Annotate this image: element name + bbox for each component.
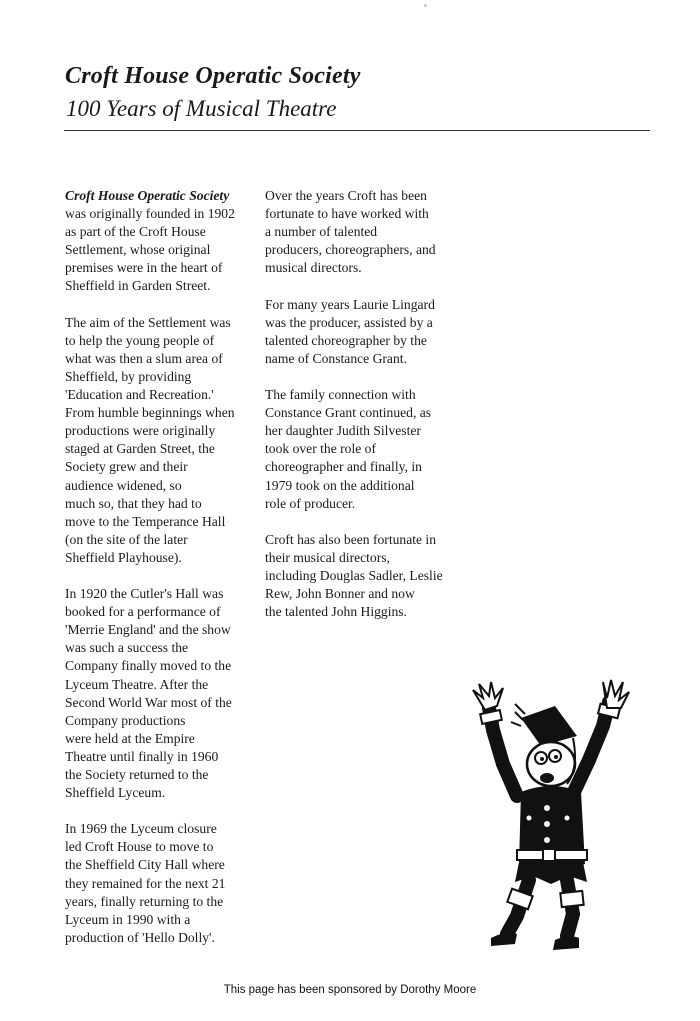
- cheering-soldier-cartoon-icon: [455, 668, 645, 968]
- text-line: From humble beginnings when: [65, 405, 235, 421]
- text-line: In 1969 the Lyceum closure: [65, 821, 217, 837]
- right-column: [265, 187, 465, 639]
- text-line: role of producer.: [265, 495, 356, 511]
- text-line: talented choreographer by the: [265, 332, 427, 348]
- text-line: The family connection with: [265, 387, 416, 403]
- text-line: (on the site of the later: [65, 531, 188, 547]
- paragraph-founding: [65, 187, 255, 296]
- text-line: For many years Laurie Lingard: [265, 296, 435, 312]
- text-line: their musical directors,: [265, 549, 390, 565]
- page-title: Croft House Operatic Society: [65, 63, 361, 89]
- text-line: to help the young people of: [65, 332, 215, 348]
- text-line: Second World War most of the: [65, 694, 232, 710]
- text-line: including Douglas Sadler, Leslie: [265, 567, 443, 583]
- paragraph-cutlers-hall: [65, 585, 255, 802]
- text-line: was the producer, assisted by a: [265, 314, 433, 330]
- text-line: the Sheffield City Hall where: [65, 857, 225, 873]
- left-column: [65, 187, 255, 965]
- text-line: The aim of the Settlement was: [65, 314, 231, 330]
- paragraph-settlement-aim: [65, 314, 255, 567]
- text-line: Lyceum Theatre. After the: [65, 676, 209, 692]
- print-speck: [424, 4, 427, 7]
- text-line: Society grew and their: [65, 459, 188, 475]
- paragraph-lyceum-closure: [65, 820, 255, 947]
- text-line: choreographer and finally, in: [265, 459, 422, 475]
- text-line: they remained for the next 21: [65, 875, 226, 891]
- text-line: much so, that they had to: [65, 495, 202, 511]
- text-line: 'Education and Recreation.': [65, 387, 214, 403]
- text-line: what was then a slum area of: [65, 350, 223, 366]
- text-line: Croft has also been fortunate in: [265, 531, 437, 547]
- text-line: led Croft House to move to: [65, 839, 214, 855]
- text-line: a number of talented: [265, 224, 378, 240]
- paragraph-family-connection: [265, 386, 465, 513]
- text-line: productions were originally: [65, 423, 216, 439]
- text-line: was such a success the: [65, 640, 189, 656]
- title-divider: [64, 130, 650, 131]
- sponsor-footer: This page has been sponsored by Dorothy Moore: [223, 984, 477, 996]
- text-line: production of 'Hello Dolly'.: [65, 929, 215, 945]
- text-line: her daughter Judith Silvester: [265, 423, 421, 439]
- paragraph-musical-directors: [265, 531, 465, 621]
- society-name-lead: Croft House Operatic Society: [65, 188, 230, 203]
- text-line: fortunate to have worked with: [265, 206, 429, 222]
- text-line: Theatre until finally in 1960: [65, 748, 219, 764]
- text-line: Company finally moved to the: [65, 658, 232, 674]
- text-line: Sheffield in Garden Street.: [65, 278, 211, 294]
- text-line: In 1920 the Cutler's Hall was: [65, 586, 224, 602]
- text-line: the talented John Higgins.: [265, 604, 407, 620]
- text-line: musical directors.: [265, 260, 362, 276]
- text-line: took over the role of: [265, 441, 376, 457]
- text-line: Company productions: [65, 712, 186, 728]
- text-line: Sheffield, by providing: [65, 368, 192, 384]
- paragraph-talented-team: [265, 187, 465, 277]
- text-line: staged at Garden Street, the: [65, 441, 215, 457]
- text-line: audience widened, so: [65, 477, 182, 493]
- text-line: Constance Grant continued, as: [265, 405, 432, 421]
- text-line: Sheffield Playhouse).: [65, 549, 182, 565]
- text-line: as part of the Croft House: [65, 224, 206, 240]
- text-line: Rew, John Bonner and now: [265, 586, 415, 602]
- text-line: the Society returned to the: [65, 767, 209, 782]
- text-line: producers, choreographers, and: [265, 242, 436, 258]
- text-line: booked for a performance of: [65, 604, 221, 620]
- text-line: Lyceum in 1990 with a: [65, 911, 191, 927]
- text-line: premises were in the heart of: [65, 260, 223, 276]
- page-subtitle: 100 Years of Musical Theatre: [66, 96, 337, 121]
- text-line: Sheffield Lyceum.: [65, 785, 166, 801]
- text-line: years, finally returning to the: [65, 893, 224, 909]
- text-line: Over the years Croft has been: [265, 188, 427, 203]
- text-line: name of Constance Grant.: [265, 350, 407, 366]
- text-line: was originally founded in 1902: [65, 206, 235, 222]
- text-line: were held at the Empire: [65, 730, 195, 746]
- text-line: 'Merrie England' and the show: [65, 622, 231, 638]
- text-line: 1979 took on the additional: [265, 477, 415, 493]
- text-line: Settlement, whose original: [65, 242, 211, 258]
- paragraph-laurie-lingard: [265, 296, 465, 368]
- text-line: move to the Temperance Hall: [65, 513, 226, 529]
